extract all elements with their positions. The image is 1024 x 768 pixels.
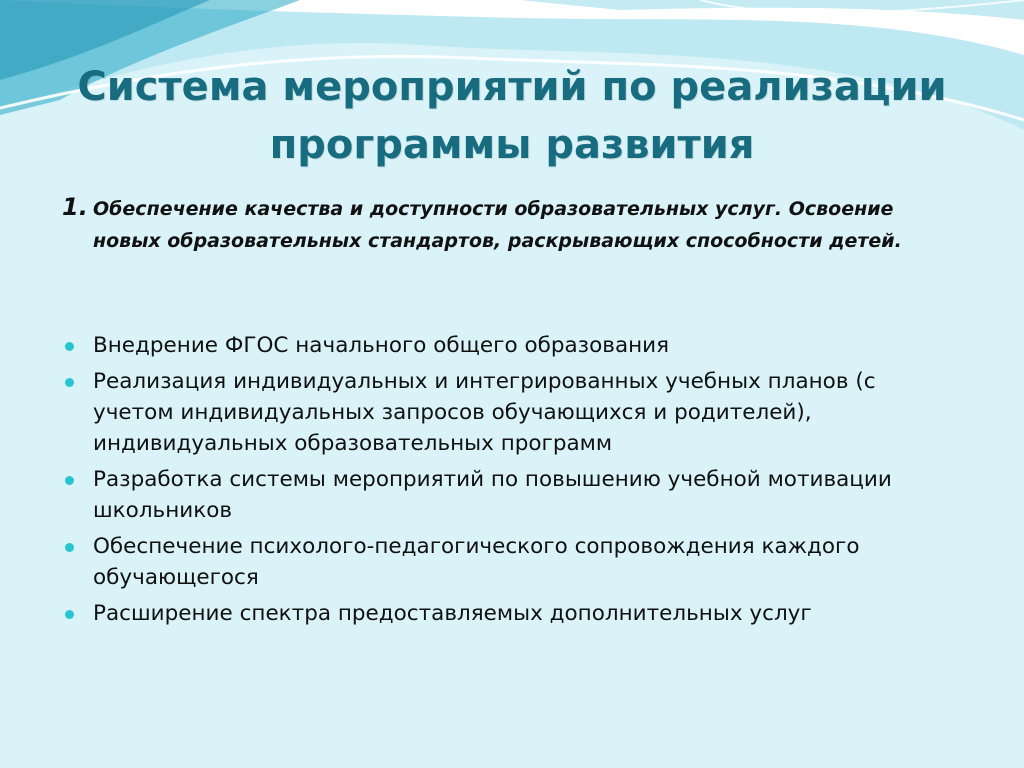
bullet-dot-icon — [65, 342, 74, 351]
list-item-text: Разработка системы мероприятий по повышению учебной мотивации школьников — [93, 467, 892, 523]
section-text: Обеспечение качества и доступности образовательных услуг. Освоение новых образовательных стандартов, раскрывающих способности детей. — [93, 198, 902, 252]
slide-title: Система мероприятий по реализации программы развития — [77, 64, 947, 168]
bullet-dot-icon — [65, 476, 74, 485]
list-item — [62, 464, 962, 526]
list-item-text: Обеспечение психолого-педагогического сопровождения каждого обучающегося — [93, 534, 860, 590]
list-item — [62, 531, 962, 593]
list-item — [62, 330, 962, 361]
bullet-dot-icon — [65, 610, 74, 619]
section-number: 1. — [62, 193, 88, 221]
section-heading — [62, 193, 962, 257]
bullet-dot-icon — [65, 543, 74, 552]
list-item-text: Расширение спектра предоставляемых дополнительных услуг — [93, 601, 812, 626]
bullet-list — [62, 330, 962, 634]
bullet-dot-icon — [65, 378, 74, 387]
list-item-text: Внедрение ФГОС начального общего образования — [93, 333, 670, 358]
list-item-text: Реализация индивидуальных и интегрированных учебных планов (с учетом индивидуальных запросов обучающихся и родителей), индивидуальных образовательных программ — [93, 369, 876, 456]
list-item — [62, 598, 962, 629]
list-item — [62, 366, 962, 459]
